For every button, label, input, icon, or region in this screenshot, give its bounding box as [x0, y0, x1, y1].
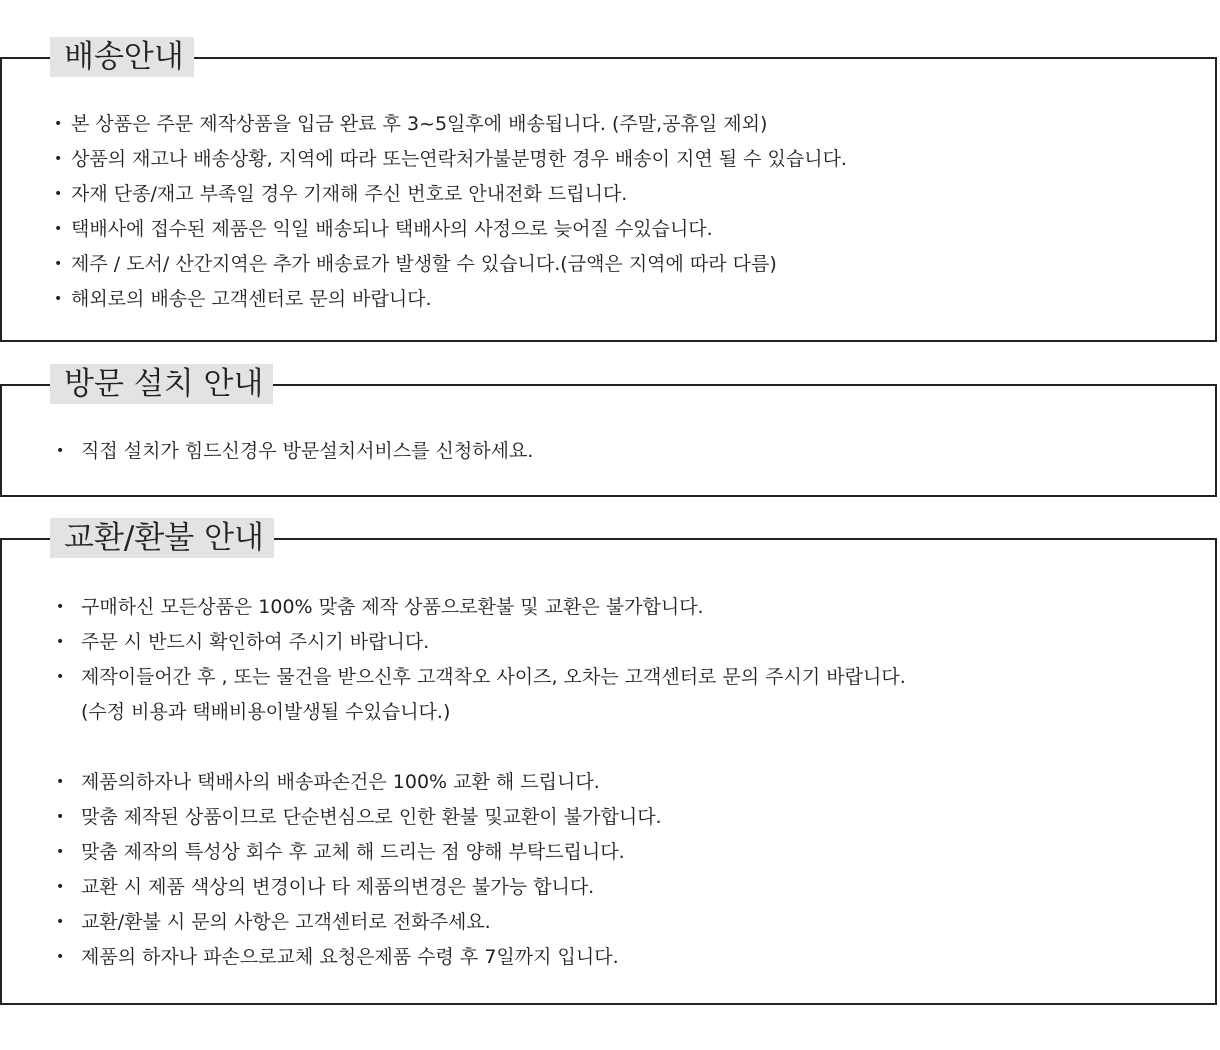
bullet-icon: [56, 940, 64, 975]
bullet-icon: [54, 142, 62, 177]
bullet-icon: [56, 660, 64, 695]
delivery-list: [54, 107, 847, 317]
list-item: • 해외로의 배송은 고객센터로 문의 바랍니다.: [54, 282, 847, 317]
bullet-icon: [56, 590, 64, 625]
list-item-continuation: (수정 비용과 택배비용이발생될 수있습니다.): [81, 701, 451, 723]
bullet-icon: [54, 107, 62, 142]
bullet-icon: [56, 765, 64, 800]
list-item: • 제품의 하자나 파손으로교체 요청은제품 수령 후 7일까지 입니다.: [56, 940, 906, 975]
list-item: • 주문 시 반드시 확인하여 주시기 바랍니다.: [56, 625, 906, 660]
bullet-icon: [54, 282, 62, 317]
list-item: • 제작이들어간 후 , 또는 물건을 받으신후 고객착오 사이즈, 오차는 고객센터로 문의 주시기 바랍니다.: [56, 660, 906, 695]
delivery-title: 배송안내: [50, 37, 194, 77]
list-item: • 자재 단종/재고 부족일 경우 기재해 주신 번호로 안내전화 드립니다.: [54, 177, 847, 212]
list-item: • 상품의 재고나 배송상황, 지역에 따라 또는연락처가불분명한 경우 배송이 지연 될 수 있습니다.: [54, 142, 847, 177]
install-title: 방문 설치 안내: [50, 364, 273, 404]
bullet-icon: [56, 905, 64, 940]
exchange-list: [56, 590, 906, 975]
install-list: [56, 434, 533, 469]
list-item: • 택배사에 접수된 제품은 익일 배송되나 택배사의 사정으로 늦어질 수있습니다.: [54, 212, 847, 247]
list-item: • 직접 설치가 힘드신경우 방문설치서비스를 신청하세요.: [56, 434, 533, 469]
list-item: • 교환/환불 시 문의 사항은 고객센터로 전화주세요.: [56, 905, 906, 940]
list-item: • 맞춤 제작의 특성상 회수 후 교체 해 드리는 점 양해 부탁드립니다.: [56, 835, 906, 870]
list-item: • 구매하신 모든상품은 100% 맞춤 제작 상품으로환불 및 교환은 불가합니다.: [56, 590, 906, 625]
list-item: • 교환 시 제품 색상의 변경이나 타 제품의변경은 불가능 합니다.: [56, 870, 906, 905]
bullet-icon: [56, 434, 64, 469]
list-item: • 본 상품은 주문 제작상품을 입금 완료 후 3~5일후에 배송됩니다. (주말,공휴일 제외): [54, 107, 847, 142]
bullet-icon: [54, 212, 62, 247]
list-item: • 제주 / 도서/ 산간지역은 추가 배송료가 발생할 수 있습니다.(금액은 지역에 따라 다름): [54, 247, 847, 282]
bullet-icon: [56, 800, 64, 835]
install-section: [0, 366, 1217, 497]
list-item: • 맞춤 제작된 상품이므로 단순변심으로 인한 환불 및교환이 불가합니다.: [56, 800, 906, 835]
bullet-icon: [56, 870, 64, 905]
list-item: • 제품의하자나 택배사의 배송파손건은 100% 교환 해 드립니다.: [56, 765, 906, 800]
exchange-title: 교환/환불 안내: [50, 518, 274, 558]
bullet-icon: [54, 177, 62, 212]
bullet-icon: [54, 247, 62, 282]
bullet-icon: [56, 625, 64, 660]
list-spacer: [56, 730, 906, 765]
bullet-icon: [56, 835, 64, 870]
delivery-section: [0, 39, 1217, 342]
exchange-section: [0, 520, 1217, 1005]
